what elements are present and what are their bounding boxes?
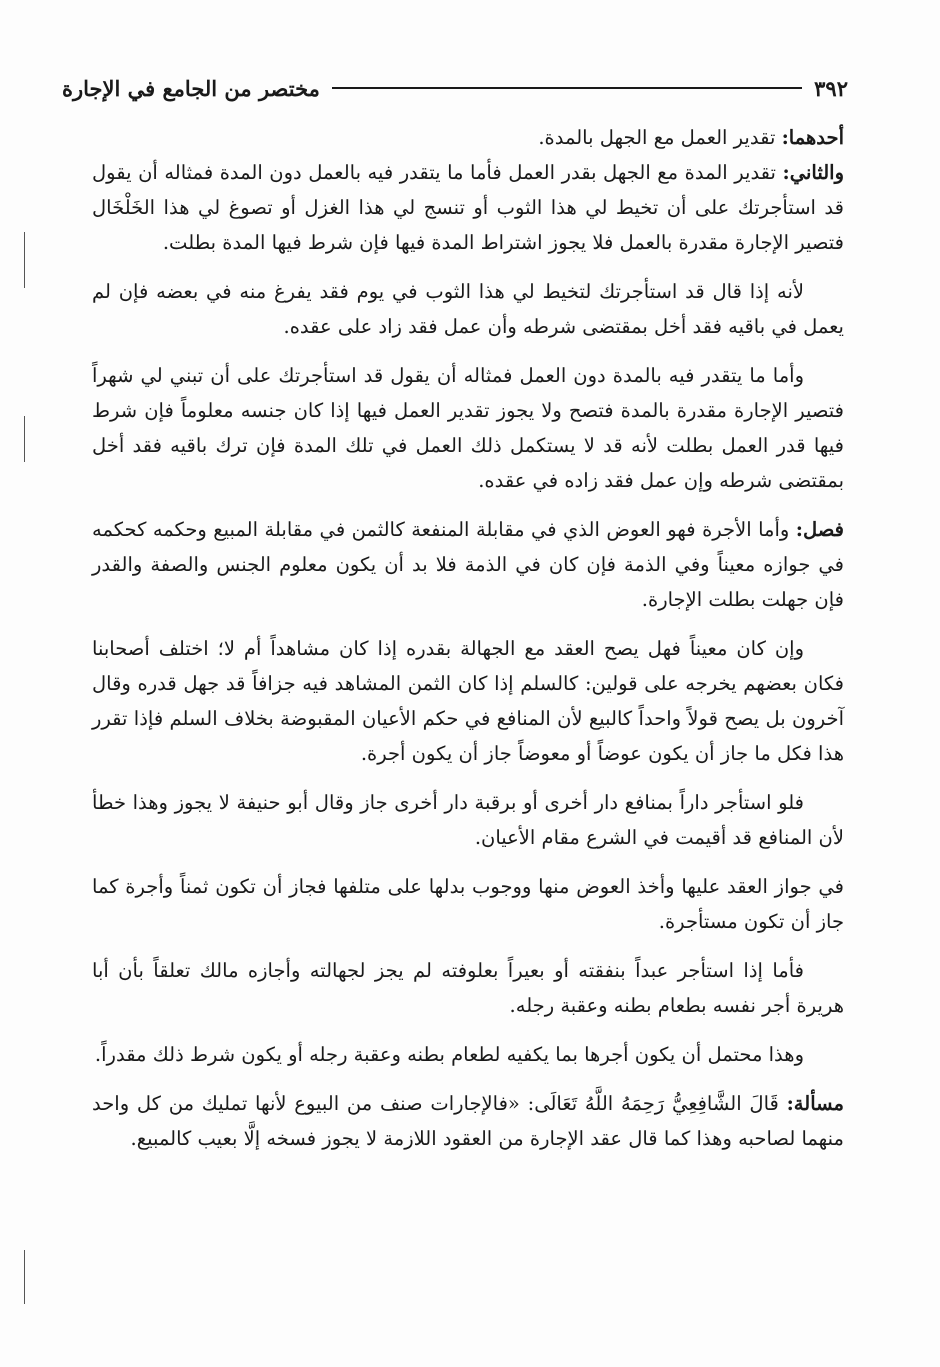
running-title: مختصر من الجامع في الإجارة — [62, 75, 320, 101]
paragraph-text: تقدير المدة مع الجهل بقدر العمل فأما ما يتقدر فيه بالعمل دون المدة فمثاله أن يقول قد استأجرتك على أن تخيط لي هذا الثوب أو تنسج لي هذا الغزل أو تصوغ لي هذا الخَلْخَال فتصير الإجارة مقدرة بالعمل فلا يجوز اشتراط المدة فيها فإن شرط فيها المدة بطلت. — [92, 161, 844, 254]
paragraph-lead: والثاني: — [782, 161, 844, 184]
paragraph — [92, 274, 844, 344]
paragraph-text: وأما الأجرة فهو العوض الذي في مقابلة المنفعة كالثمن في مقابلة المبيع وحكمه كحكمه في جوازه معيناً وفي الذمة فإن كان في الذمة فلا بد أن يكون معلوم الجنس والصفة والقدر فإن جهلت بطلت الإجارة. — [92, 518, 844, 611]
paragraph — [92, 155, 844, 260]
paragraph-text: فلو استأجر داراً بمنافع دار أخرى أو برقبة دار أخرى جاز وقال أبو حنيفة لا يجوز وهذا خطأ لأن المنافع قد أقيمت في الشرع مقام الأعيان. — [92, 791, 844, 849]
margin-mark — [24, 232, 25, 288]
paragraph-text: وهذا محتمل أن يكون أجرها بما يكفيه لطعام بطنه وعقبة رجله أو يكون شرط ذلك مقدراً. — [94, 1043, 804, 1066]
paragraph-text: لأنه إذا قال قد استأجرتك لتخيط لي هذا الثوب في يوم فقد يفرغ منه في بعضه فإن لم يعمل في باقيه فقد أخل بمقتضى شرطه وأن عمل فقد زاد على عقده. — [92, 280, 844, 338]
paragraph-text: فأما إذا استأجر عبداً بنفقته أو بعيراً بعلوفته لم يجز لجهالته وأجازه مالك تعلقاً بأن أبا هريرة أجر نفسه بطعام بطنه وعقبة رجله. — [92, 959, 844, 1017]
paragraph-text: تقدير العمل مع الجهل بالمدة. — [538, 126, 782, 149]
header-rule — [332, 87, 802, 89]
paragraph — [92, 1086, 844, 1156]
paragraph — [92, 869, 844, 939]
page-header — [62, 66, 848, 110]
section-heading: فصل: — [795, 518, 844, 541]
paragraph — [92, 953, 844, 1023]
page-number: ٣٩٢ — [814, 75, 848, 101]
paragraph — [92, 785, 844, 855]
paragraph-text: قَالَ الشَّافِعِيُّ رَحِمَهُ اللَّهُ تَعَالَى: «فالإجارات صنف من البيوع لأنها تمليك من كل واحد منهما لصاحبه وهذا كما قال عقد الإجارة من العقود اللازمة لا يجوز فسخه إلَّا بعيب كالمبيع. — [92, 1092, 844, 1150]
margin-mark — [24, 1250, 25, 1304]
paragraph — [92, 1037, 844, 1072]
paragraph-text: في جواز العقد عليها وأخذ العوض منها ووجوب بدلها على متلفها فجاز أن تكون ثمناً وأجرة كما جاز أن تكون مستأجرة. — [92, 875, 844, 933]
page-body — [92, 120, 844, 1170]
paragraph-text: وأما ما يتقدر فيه بالمدة دون العمل فمثاله أن يقول قد استأجرتك على أن تبني لي شهراً فتصير الإجارة مقدرة بالمدة فتصح ولا يجوز تقدير العمل فيها إذا كان جنسه معلوماً فإن شرط فيها قدر العمل بطلت لأنه قد لا يستكمل ذلك العمل في تلك المدة فإن ترك باقيه فقد أخل بمقتضى شرطه وإن عمل فقد زاده في عقده. — [92, 364, 844, 492]
paragraph-text: وإن كان معيناً فهل يصح العقد مع الجهالة بقدره إذا كان مشاهداً أم لا؛ اختلف أصحابنا فكان بعضهم يخرجه على قولين: كالسلم إذا كان الثمن المشاهد فيه جزافاً قد جهل قدره وقال آخرون بل يصح قولاً واحداً كالبيع لأن المنافع في حكم الأعيان المقبوضة بخلاف السلم فإذا تقرر هذا فكل ما جاز أن يكون عوضاً أو معوضاً جاز أن يكون أجرة. — [92, 637, 844, 765]
paragraph-lead: أحدهما: — [781, 126, 844, 149]
section-heading: مسألة: — [786, 1092, 844, 1115]
margin-mark — [24, 416, 25, 462]
paragraph — [92, 120, 844, 155]
paragraph — [92, 512, 844, 617]
paragraph — [92, 358, 844, 498]
paragraph — [92, 631, 844, 771]
